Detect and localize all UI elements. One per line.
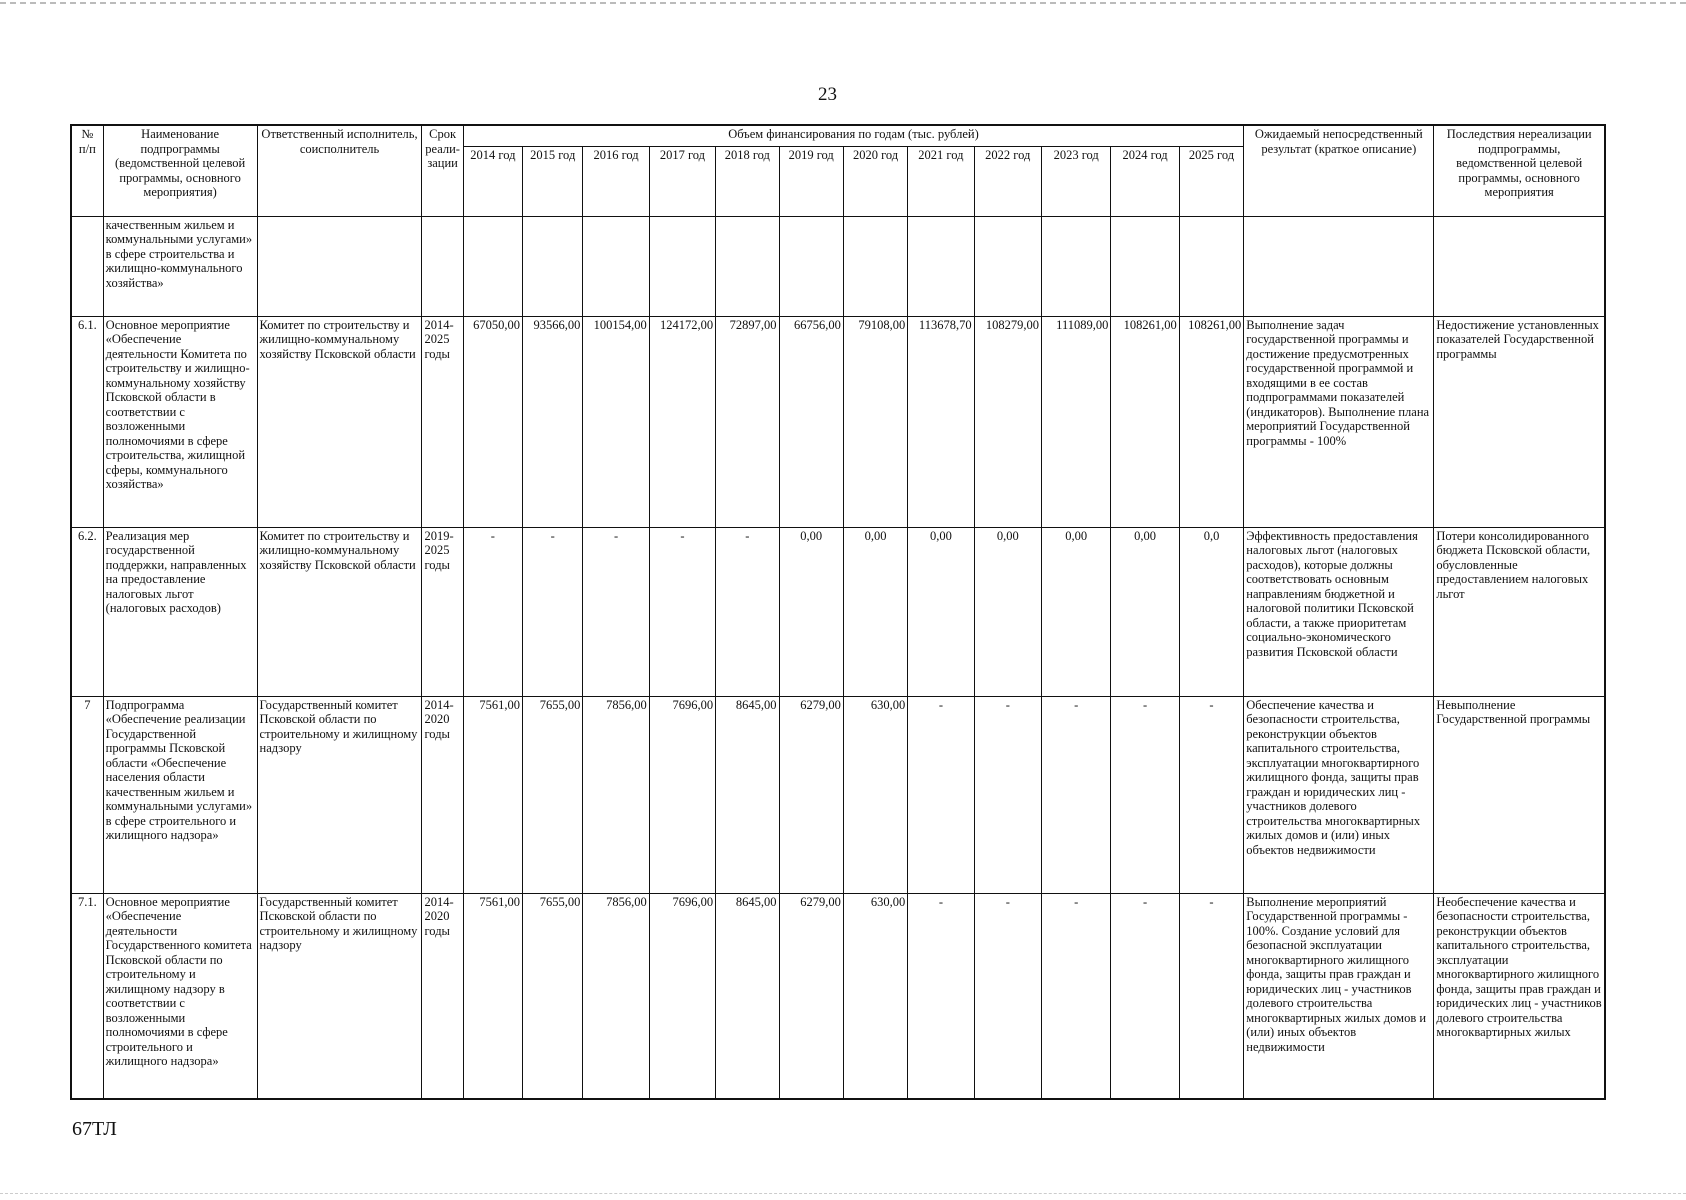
row-value: 113678,70: [908, 316, 974, 527]
row-value: 0,00: [1041, 527, 1110, 696]
table-row: [71, 696, 1605, 893]
row-value: 7561,00: [463, 893, 522, 1099]
row-value: 630,00: [843, 893, 907, 1099]
row-term: 2014- 2020 годы: [422, 696, 463, 893]
row-num: [71, 216, 103, 316]
row-value: [779, 216, 843, 316]
row-value: 7856,00: [583, 893, 649, 1099]
row-value: 93566,00: [523, 316, 583, 527]
header-year: 2015 год: [523, 146, 583, 216]
row-value: 0,00: [843, 527, 907, 696]
row-result: Эффективность предоставления налоговых льгот (налоговых расходов), которые должны соответствовать основным направлениям бюджетной и налоговой политики Псковской области, а также приоритетам социально-экономического развития Псковской области: [1244, 527, 1434, 696]
table-row: [71, 216, 1605, 316]
row-value: 79108,00: [843, 316, 907, 527]
row-value: -: [1041, 893, 1110, 1099]
row-consequences: Необеспечение качества и безопасности строительства, реконструкции объектов капитального строительства, эксплуатации многоквартирного жилищного фонда, защиты прав граждан и юридических лиц - участников долевого строительства многоквартирных жилых: [1434, 893, 1605, 1099]
header-funding: Объем финансирования по годам (тыс. рублей): [463, 125, 1244, 146]
table-row: [71, 893, 1605, 1099]
header-year: 2014 год: [463, 146, 522, 216]
row-value: [974, 216, 1041, 316]
header-row: [71, 125, 1605, 146]
row-value: -: [583, 527, 649, 696]
row-value: [716, 216, 779, 316]
row-value: -: [523, 527, 583, 696]
page-number: 23: [818, 84, 837, 105]
row-term: 2019- 2025 годы: [422, 527, 463, 696]
row-value: 7655,00: [523, 893, 583, 1099]
row-consequences: [1434, 216, 1605, 316]
row-value: 7856,00: [583, 696, 649, 893]
row-result: Выполнение мероприятий Государственной программы - 100%. Создание условий для безопасной эксплуатации многоквартирного жилищного фонда, защиты прав граждан и юридических лиц - участников долевого строительства многоквартирных жилых домов и (или) иных объектов недвижимости: [1244, 893, 1434, 1099]
row-value: 72897,00: [716, 316, 779, 527]
row-value: -: [908, 696, 974, 893]
row-value: 8645,00: [716, 893, 779, 1099]
row-value: -: [1179, 893, 1244, 1099]
row-num: 7.1.: [71, 893, 103, 1099]
row-name: Подпрограмма «Обеспечение реализации Государственной программы Псковской области «Обеспечение населения области качественным жильем и коммунальными услугами» в сфере строительного и жилищного надзора»: [103, 696, 257, 893]
row-value: 0,00: [1111, 527, 1179, 696]
header-executor: Ответственный исполнитель, соисполнитель: [257, 125, 422, 216]
row-value: [523, 216, 583, 316]
row-value: [1111, 216, 1179, 316]
row-value: [583, 216, 649, 316]
row-value: 7696,00: [649, 893, 715, 1099]
row-value: 8645,00: [716, 696, 779, 893]
program-table: [70, 124, 1606, 1100]
row-executor: [257, 216, 422, 316]
table-row: [71, 527, 1605, 696]
header-year: 2019 год: [779, 146, 843, 216]
row-value: -: [974, 893, 1041, 1099]
row-executor: Комитет по строительству и жилищно-коммунальному хозяйству Псковской области: [257, 527, 422, 696]
row-value: -: [649, 527, 715, 696]
row-value: 108261,00: [1179, 316, 1244, 527]
row-value: -: [463, 527, 522, 696]
row-value: 0,0: [1179, 527, 1244, 696]
row-term: 2014- 2025 годы: [422, 316, 463, 527]
header-num: № п/п: [71, 125, 103, 216]
header-year: 2016 год: [583, 146, 649, 216]
row-value: [1041, 216, 1110, 316]
row-name: качественным жильем и коммунальными услугами» в сфере строительства и жилищно-коммунального хозяйства»: [103, 216, 257, 316]
row-result: [1244, 216, 1434, 316]
row-name: Реализация мер государственной поддержки, направленных на предоставление налоговых льгот (налоговых расходов): [103, 527, 257, 696]
row-value: 7561,00: [463, 696, 522, 893]
row-term: [422, 216, 463, 316]
header-result: Ожидаемый непосредственный результат (краткое описание): [1244, 125, 1434, 216]
row-executor: Комитет по строительству и жилищно-коммунальному хозяйству Псковской области: [257, 316, 422, 527]
row-name: Основное мероприятие «Обеспечение деятельности Государственного комитета Псковской области по строительному и жилищному надзору в соответствии с возложенными полномочиями в сфере строительного и жилищного надзора»: [103, 893, 257, 1099]
header-year: 2018 год: [716, 146, 779, 216]
row-name: Основное мероприятие «Обеспечение деятельности Комитета по строительству и жилищно-коммунальному хозяйству Псковской области в соответствии с возложенными полномочиями в сфере строительства, жилищной сферы, коммунального хозяйства»: [103, 316, 257, 527]
row-value: 100154,00: [583, 316, 649, 527]
header-year: 2022 год: [974, 146, 1041, 216]
row-value: [649, 216, 715, 316]
header-year: 2021 год: [908, 146, 974, 216]
row-value: -: [908, 893, 974, 1099]
header-name: Наименование подпрограммы (ведомственной целевой программы, основного мероприятия): [103, 125, 257, 216]
row-value: 630,00: [843, 696, 907, 893]
row-value: -: [1179, 696, 1244, 893]
row-value: 0,00: [908, 527, 974, 696]
header-year: 2024 год: [1111, 146, 1179, 216]
row-value: -: [1041, 696, 1110, 893]
row-value: 7696,00: [649, 696, 715, 893]
scan-border-top: [0, 2, 1686, 4]
row-value: 108279,00: [974, 316, 1041, 527]
header-year: 2025 год: [1179, 146, 1244, 216]
row-value: [1179, 216, 1244, 316]
row-value: 6279,00: [779, 893, 843, 1099]
row-value: 67050,00: [463, 316, 522, 527]
row-num: 6.2.: [71, 527, 103, 696]
row-value: -: [1111, 893, 1179, 1099]
row-result: Выполнение задач государственной программы и достижение предусмотренных государственной программой и входящими в ее состав подпрограммами показателей (индикаторов). Выполнение плана мероприятий Государственной программы - 100%: [1244, 316, 1434, 527]
row-consequences: Невыполнение Государственной программы: [1434, 696, 1605, 893]
row-consequences: Недостижение установленных показателей Государственной программы: [1434, 316, 1605, 527]
table-row: [71, 316, 1605, 527]
header-term: Срок реали-зации: [422, 125, 463, 216]
row-value: 66756,00: [779, 316, 843, 527]
row-result: Обеспечение качества и безопасности строительства, реконструкции объектов капитального строительства, эксплуатации многоквартирного жилищного фонда, защиты прав граждан и юридических лиц - участников долевого строительства многоквартирных жилых домов и (или) иных объектов недвижимости: [1244, 696, 1434, 893]
header-year: 2017 год: [649, 146, 715, 216]
row-value: [908, 216, 974, 316]
row-value: 124172,00: [649, 316, 715, 527]
row-term: 2014- 2020 годы: [422, 893, 463, 1099]
header-year: 2023 год: [1041, 146, 1110, 216]
row-executor: Государственный комитет Псковской области по строительному и жилищному надзору: [257, 893, 422, 1099]
row-value: 108261,00: [1111, 316, 1179, 527]
row-num: 7: [71, 696, 103, 893]
header-year: 2020 год: [843, 146, 907, 216]
row-value: 7655,00: [523, 696, 583, 893]
row-value: 111089,00: [1041, 316, 1110, 527]
header-consequences: Последствия нереализации подпрограммы, ведомственной целевой программы, основного мероприятия: [1434, 125, 1605, 216]
row-value: -: [974, 696, 1041, 893]
row-value: 0,00: [974, 527, 1041, 696]
row-value: 0,00: [779, 527, 843, 696]
row-value: 6279,00: [779, 696, 843, 893]
scan-border-bottom: [0, 1193, 1686, 1194]
row-value: [843, 216, 907, 316]
row-num: 6.1.: [71, 316, 103, 527]
footer-code: 67ТЛ: [72, 1118, 117, 1140]
row-executor: Государственный комитет Псковской области по строительному и жилищному надзору: [257, 696, 422, 893]
row-value: -: [1111, 696, 1179, 893]
row-value: [463, 216, 522, 316]
row-consequences: Потери консолидированного бюджета Псковской области, обусловленные предоставлением налоговых льгот: [1434, 527, 1605, 696]
row-value: -: [716, 527, 779, 696]
